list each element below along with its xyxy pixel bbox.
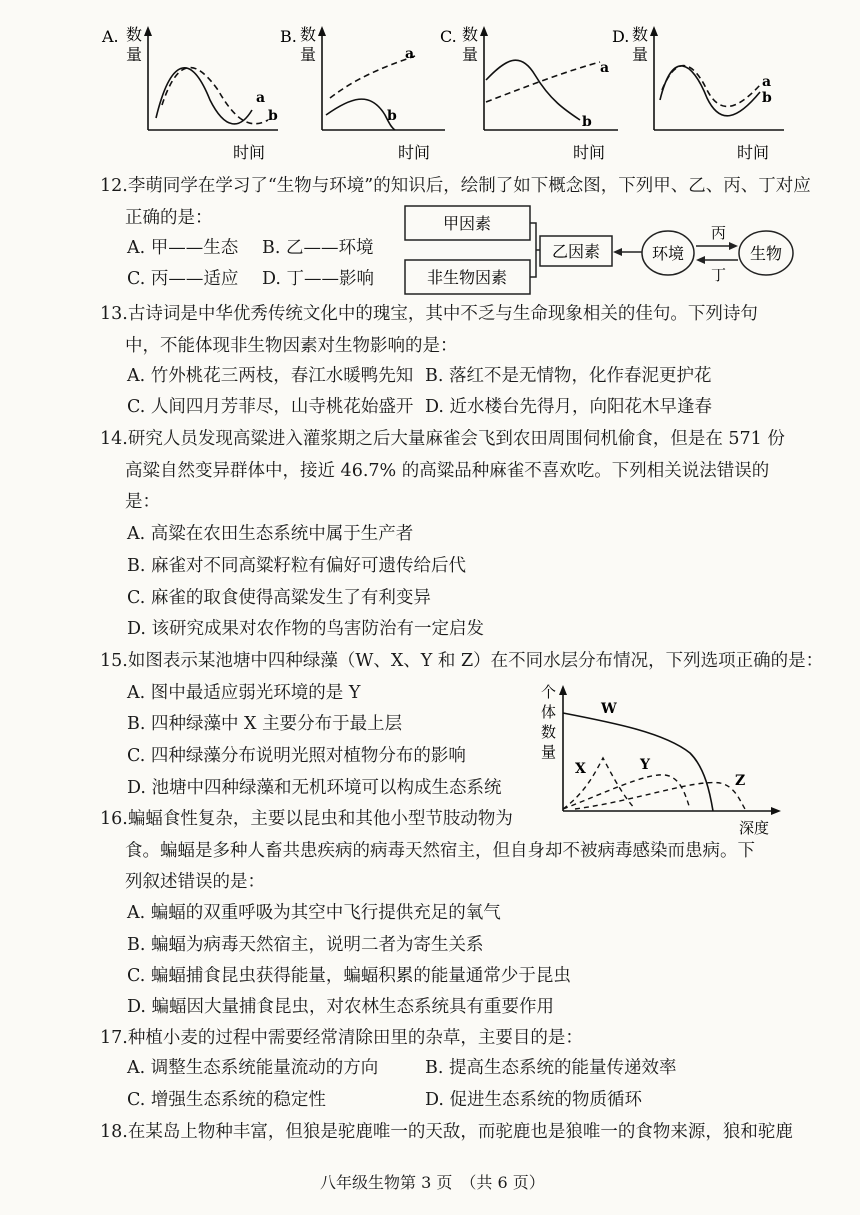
algae-ylabel-3: 数 xyxy=(541,723,557,741)
q13-stem-2: 中，不能体现非生物因素对生物影响的是： xyxy=(125,336,458,356)
graph-a-svg xyxy=(100,20,280,170)
svg-text:D.: D. xyxy=(612,27,630,46)
q16-stem-2: 食。蝙蝠是多种人畜共患疾病的病毒天然宿主，但自身却不被病毒感染而患病。下 xyxy=(125,841,755,861)
svg-text:时间: 时间 xyxy=(398,143,431,162)
q16-option-a: A. 蝙蝠的双重呼吸为其空中飞行提供充足的氧气 xyxy=(127,903,501,923)
concept-map xyxy=(400,200,800,300)
q13-option-b: B. 落红不是无情物，化作春泥更护花 xyxy=(425,366,712,386)
q17-option-d: D. 促进生态系统的物质循环 xyxy=(425,1090,643,1110)
q14-stem-3: 是： xyxy=(125,492,160,512)
q12-option-b: B. 乙——环境 xyxy=(262,238,374,258)
label-z: Z xyxy=(735,773,746,789)
q13-option-d: D. 近水楼台先得月，向阳花木早逢春 xyxy=(425,397,713,417)
svg-text:a: a xyxy=(762,74,772,90)
graph-xlabel: 时间 xyxy=(233,143,266,162)
svg-text:a: a xyxy=(405,46,415,62)
svg-text:数: 数 xyxy=(632,25,649,44)
svg-text:数: 数 xyxy=(462,25,479,44)
q17-option-b: B. 提高生态系统的能量传递效率 xyxy=(425,1058,677,1078)
q14-option-c: C. 麻雀的取食使得高粱发生了有利变异 xyxy=(127,588,431,608)
graph-letter: A. xyxy=(102,27,119,46)
q17-option-a: A. 调整生态系统能量流动的方向 xyxy=(127,1058,379,1078)
q13-stem-1: 13.古诗词是中华优秀传统文化中的瑰宝，其中不乏与生命现象相关的佳句。下列诗句 xyxy=(100,304,758,324)
q12-option-d: D. 丁——影响 xyxy=(262,269,375,289)
graph-d xyxy=(612,20,787,170)
q14-stem-2: 高粱自然变异群体中，接近 46.7% 的高粱品种麻雀不喜欢吃。下列相关说法错误的 xyxy=(125,461,770,481)
q12-option-c: C. 丙——适应 xyxy=(127,269,239,289)
q18-stem-1: 18.在某岛上物种丰富，但狼是驼鹿唯一的天敌，而驼鹿也是狼唯一的食物来源，狼和驼鹿 xyxy=(100,1122,793,1142)
svg-text:量: 量 xyxy=(462,45,479,64)
svg-text:数: 数 xyxy=(300,25,317,44)
q14-option-d: D. 该研究成果对农作物的鸟害防治有一定启发 xyxy=(127,619,485,639)
q15-option-a: A. 图中最适应弱光环境的是 Y xyxy=(127,683,361,703)
svg-text:量: 量 xyxy=(632,45,649,64)
graph-a xyxy=(100,20,280,170)
graph-ylabel-2: 量 xyxy=(126,45,143,64)
svg-text:时间: 时间 xyxy=(737,143,770,162)
q17-option-c: C. 增强生态系统的稳定性 xyxy=(127,1090,326,1110)
svg-text:a: a xyxy=(600,60,610,76)
q15-option-b: B. 四种绿藻中 X 主要分布于最上层 xyxy=(127,714,403,734)
q16-option-b: B. 蝙蝠为病毒天然宿主，说明二者为寄生关系 xyxy=(127,935,484,955)
q14-option-a: A. 高粱在农田生态系统中属于生产者 xyxy=(127,524,414,544)
q12-option-a: A. 甲——生态 xyxy=(127,238,239,258)
graph-b xyxy=(280,20,450,170)
algae-ylabel-4: 量 xyxy=(541,743,557,761)
graph-ylabel-1: 数 xyxy=(126,25,143,44)
q16-stem-3: 列叙述错误的是： xyxy=(125,872,265,892)
svg-text:b: b xyxy=(268,108,278,124)
svg-text:b: b xyxy=(582,114,592,130)
q14-option-b: B. 麻雀对不同高粱籽粒有偏好可遗传给后代 xyxy=(127,556,466,576)
svg-text:a: a xyxy=(256,90,266,106)
circle-env: 环境 xyxy=(651,244,685,263)
algae-xlabel: 深度 xyxy=(739,819,770,837)
svg-text:时间: 时间 xyxy=(573,143,606,162)
label-w: W xyxy=(601,701,617,717)
graph-b-svg xyxy=(280,20,450,170)
svg-text:C.: C. xyxy=(440,27,457,46)
algae-ylabel-1: 个 xyxy=(541,683,557,701)
label-ding: 丁 xyxy=(711,266,727,284)
circle-bio: 生物 xyxy=(749,244,783,263)
graph-c xyxy=(440,20,620,170)
box-jia: 甲因素 xyxy=(442,214,492,233)
svg-text:量: 量 xyxy=(300,45,317,64)
page-footer: 八年级生物第 3 页 （共 6 页） xyxy=(320,1173,545,1192)
q17-stem-1: 17.种植小麦的过程中需要经常清除田里的杂草，主要目的是： xyxy=(100,1028,583,1048)
q15-option-c: C. 四种绿藻分布说明光照对植物分布的影响 xyxy=(127,746,466,766)
q12-stem-1: 12.李萌同学在学习了“生物与环境”的知识后，绘制了如下概念图，下列甲、乙、丙、丁对应 xyxy=(100,176,811,196)
q14-stem-1: 14.研究人员发现高粱进入灌浆期之后大量麻雀会飞到农田周围伺机偷食，但是在 571 份 xyxy=(100,429,785,449)
graph-c-svg xyxy=(440,20,620,170)
q15-stem-1: 15.如图表示某池塘中四种绿藻（W、X、Y 和 Z）在不同水层分布情况，下列选项正确的是： xyxy=(100,651,824,671)
box-yi: 乙因素 xyxy=(551,242,601,261)
graph-d-svg xyxy=(612,20,787,170)
q15-option-d: D. 池塘中四种绿藻和无机环境可以构成生态系统 xyxy=(127,778,502,798)
q13-option-c: C. 人间四月芳菲尽，山寺桃花始盛开 xyxy=(127,397,414,417)
algae-ylabel-2: 体 xyxy=(541,703,557,721)
box-fei: 非生物因素 xyxy=(426,268,508,287)
label-bing: 丙 xyxy=(711,224,727,242)
algae-depth-graph xyxy=(535,683,785,843)
q13-option-a: A. 竹外桃花三两枝，春江水暖鸭先知 xyxy=(127,366,414,386)
q16-option-d: D. 蝙蝠因大量捕食昆虫，对农林生态系统具有重要作用 xyxy=(127,997,555,1017)
svg-text:B.: B. xyxy=(280,27,297,46)
q16-stem-1: 16.蝙蝠食性复杂，主要以昆虫和其他小型节肢动物为 xyxy=(100,809,513,829)
svg-text:b: b xyxy=(387,108,397,124)
label-x: X xyxy=(575,761,586,777)
q16-option-c: C. 蝙蝠捕食昆虫获得能量，蝙蝠积累的能量通常少于昆虫 xyxy=(127,966,571,986)
label-y: Y xyxy=(640,757,650,773)
q12-stem-2: 正确的是： xyxy=(125,208,213,228)
svg-text:b: b xyxy=(762,90,772,106)
